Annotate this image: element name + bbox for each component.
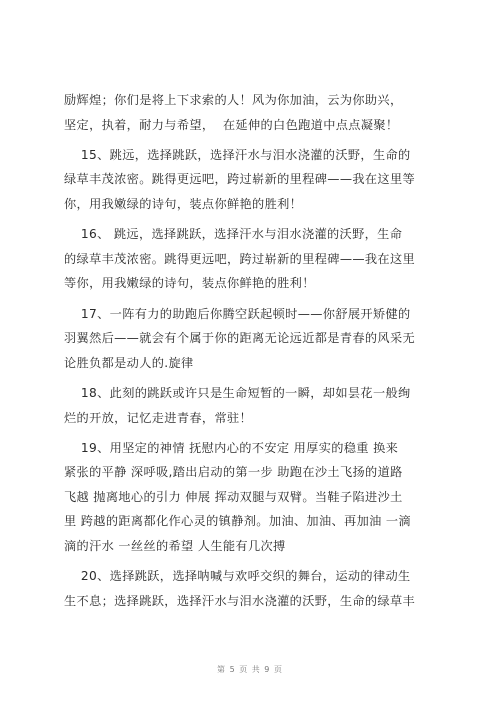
line: 19、用坚定的神情 抚慰内心的不安定 用厚实的稳重 换来 xyxy=(64,440,399,455)
page-number-footer: 第 5 页 共 9 页 xyxy=(217,665,283,674)
line: 励辉煌；你们是将上下求索的人！风为你加油，云为你助兴， xyxy=(64,93,403,107)
paragraph-1 xyxy=(64,88,442,137)
paragraph-6 xyxy=(64,436,442,559)
line: 18、此刻的跳跃或许只是生命短暂的一瞬，却如昙花一般绚 xyxy=(64,385,411,400)
line: 你，用我嫩绿的诗句，装点你鲜艳的胜利！ xyxy=(64,196,303,211)
paragraph-5 xyxy=(64,381,442,430)
line: 20、选择跳跃，选择呐喊与欢呼交织的舞台，运动的律动生 xyxy=(64,569,411,584)
line: 的绿草丰茂浓密。跳得更远吧，跨过崭新的里程碑——我在这里 xyxy=(64,251,416,266)
line: 飞越 抛离地心的引力 伸展 挥动双腿与双臂。当鞋子陷进沙土 xyxy=(64,489,403,504)
line: 16、 跳远，选择跳跃，选择汗水与泪水浇灌的沃野，生命 xyxy=(64,227,403,242)
line: 滴的汗水 一丝丝的希望 人生能有几次搏 xyxy=(64,539,286,554)
line: 里 跨越的距离都化作心灵的镇静剂。加油、加油、再加油 一滴 xyxy=(64,514,411,529)
line: 生不息；选择跳跃，选择汗水与泪水浇灌的沃野，生命的绿草丰 xyxy=(64,593,416,608)
paragraph-4 xyxy=(64,302,442,376)
document-body xyxy=(64,88,442,613)
paragraph-7 xyxy=(64,564,442,613)
line: 绿草丰茂浓密。跳得更远吧，跨过崭新的里程碑——我在这里等 xyxy=(64,172,416,187)
line: 论胜负都是动人的.旋律 xyxy=(64,355,194,370)
line: 坚定，执着，耐力与希望， 在延伸的白色跑道中点点凝聚！ xyxy=(64,117,399,132)
line: 羽翼然后——就会有个属于你的距离无论远近都是青春的风采无 xyxy=(64,331,416,346)
line: 15、跳远，选择跳跃，选择汗水与泪水浇灌的沃野，生命的 xyxy=(64,147,411,162)
line: 紧张的平静 深呼吸,踏出启动的第一步 助跑在沙土飞扬的道路 xyxy=(64,465,403,480)
paragraph-3 xyxy=(64,222,442,296)
line: 等你，用我嫩绿的诗句，装点你鲜艳的胜利！ xyxy=(64,276,315,291)
line: 17、一阵有力的助跑后你腾空跃起顿时——你舒展开矫健的 xyxy=(64,306,411,321)
paragraph-2 xyxy=(64,143,442,217)
line: 烂的开放，记忆走进青春，常驻！ xyxy=(64,410,253,425)
